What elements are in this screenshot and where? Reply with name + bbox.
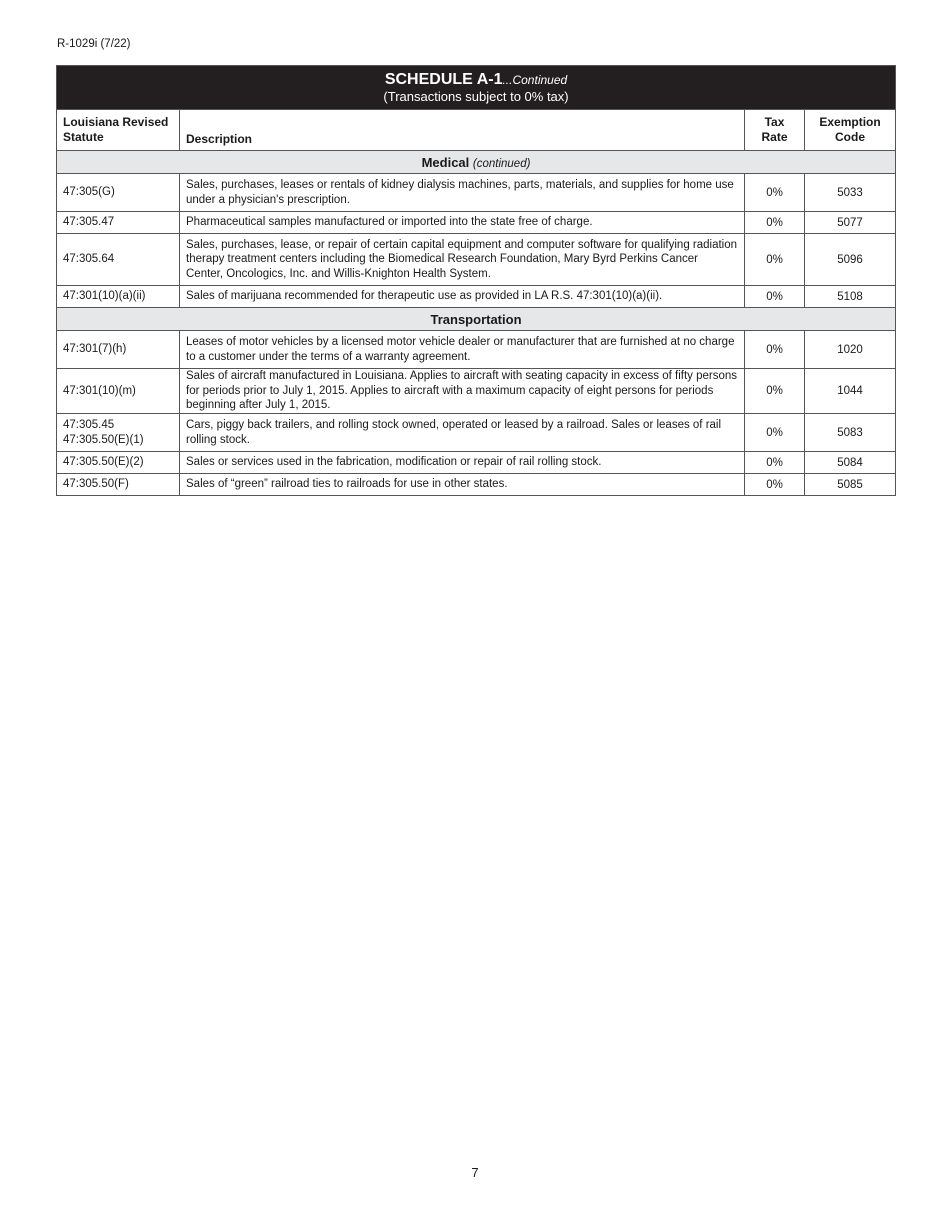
column-header-tax-rate: Tax Rate [745, 110, 805, 151]
section-note: (continued) [472, 157, 531, 170]
exemption-code-cell: 5083 [805, 414, 896, 452]
exemption-code-cell: 5084 [805, 452, 896, 474]
exemption-code-cell: 5108 [805, 286, 896, 308]
statute-cell: 47:305.50(E)(2) [57, 452, 180, 474]
table-row [57, 369, 896, 414]
form-id: R-1029i (7/22) [57, 38, 131, 50]
tax-rate-cell: 0% [745, 286, 805, 308]
column-header-row [57, 110, 896, 151]
schedule-table [56, 65, 896, 496]
section-name: Transportation [430, 311, 522, 327]
description-cell: Sales of marijuana recommended for therapeutic use as provided in LA R.S. 47:301(10)(a)(ii). [180, 286, 745, 308]
table-row [57, 212, 896, 234]
exemption-code-cell: 1020 [805, 331, 896, 369]
tax-rate-cell: 0% [745, 174, 805, 212]
exemption-code-cell: 1044 [805, 369, 896, 414]
description-cell: Sales or services used in the fabrication, modification or repair of rail rolling stock. [180, 452, 745, 474]
exemption-code-cell: 5085 [805, 474, 896, 496]
table-row [57, 452, 896, 474]
description-cell: Cars, piggy back trailers, and rolling stock owned, operated or leased by a railroad. Sales or leases of rail rolling stock. [180, 414, 745, 452]
table-row [57, 331, 896, 369]
schedule-continued: ...Continued [502, 72, 568, 87]
exemption-code-cell: 5033 [805, 174, 896, 212]
tax-rate-cell: 0% [745, 331, 805, 369]
description-cell: Pharmaceutical samples manufactured or imported into the state free of charge. [180, 212, 745, 234]
tax-rate-cell: 0% [745, 452, 805, 474]
description-cell: Leases of motor vehicles by a licensed motor vehicle dealer or manufacturer that are furnished at no charge to a customer under the terms of a warranty agreement. [180, 331, 745, 369]
schedule-banner [57, 66, 896, 110]
schedule-body [57, 151, 896, 496]
column-header-statute: Louisiana Revised Statute [57, 110, 180, 151]
table-row [57, 174, 896, 212]
exemption-code-cell: 5096 [805, 234, 896, 286]
section-header-transportation [57, 308, 896, 331]
statute-cell: 47:305.50(F) [57, 474, 180, 496]
table-row [57, 414, 896, 452]
section-header-medical [57, 151, 896, 174]
tax-rate-cell: 0% [745, 474, 805, 496]
statute-cell: 47:301(7)(h) [57, 331, 180, 369]
description-cell: Sales, purchases, lease, or repair of certain capital equipment and computer software for qualifying radiation therapy treatment centers including the Biomedical Research Foundation, Mary Byrd Perkins Cancer Center, Oncologics, Inc. and Willis-Knighton Health System. [180, 234, 745, 286]
exemption-code-cell: 5077 [805, 212, 896, 234]
tax-rate-cell: 0% [745, 414, 805, 452]
table-row [57, 286, 896, 308]
table-row [57, 474, 896, 496]
tax-rate-cell: 0% [745, 212, 805, 234]
statute-cell: 47:301(10)(a)(ii) [57, 286, 180, 308]
statute-cell: 47:301(10)(m) [57, 369, 180, 414]
page-number: 7 [471, 1165, 479, 1180]
section-name: Medical [421, 154, 470, 170]
statute-cell: 47:305(G) [57, 174, 180, 212]
description-cell: Sales of aircraft manufactured in Louisiana. Applies to aircraft with seating capacity in excess of fifty persons for periods prior to July 1, 2015. Applies to aircraft with a maximum capacity of eight persons for periods beginning after July 1, 2015. [180, 369, 745, 414]
statute-cell: 47:305.45 47:305.50(E)(1) [57, 414, 180, 452]
description-cell: Sales, purchases, leases or rentals of kidney dialysis machines, parts, materials, and supplies for home use under a physician's prescription. [180, 174, 745, 212]
statute-cell: 47:305.47 [57, 212, 180, 234]
statute-cell: 47:305.64 [57, 234, 180, 286]
column-header-exemption-code: Exemption Code [805, 110, 896, 151]
schedule-title: SCHEDULE A-1 [384, 70, 503, 88]
tax-rate-cell: 0% [745, 234, 805, 286]
table-row [57, 234, 896, 286]
column-header-description: Description [180, 110, 745, 151]
description-cell: Sales of “green” railroad ties to railroads for use in other states. [180, 474, 745, 496]
schedule-subtitle: (Transactions subject to 0% tax) [383, 88, 569, 104]
tax-rate-cell: 0% [745, 369, 805, 414]
